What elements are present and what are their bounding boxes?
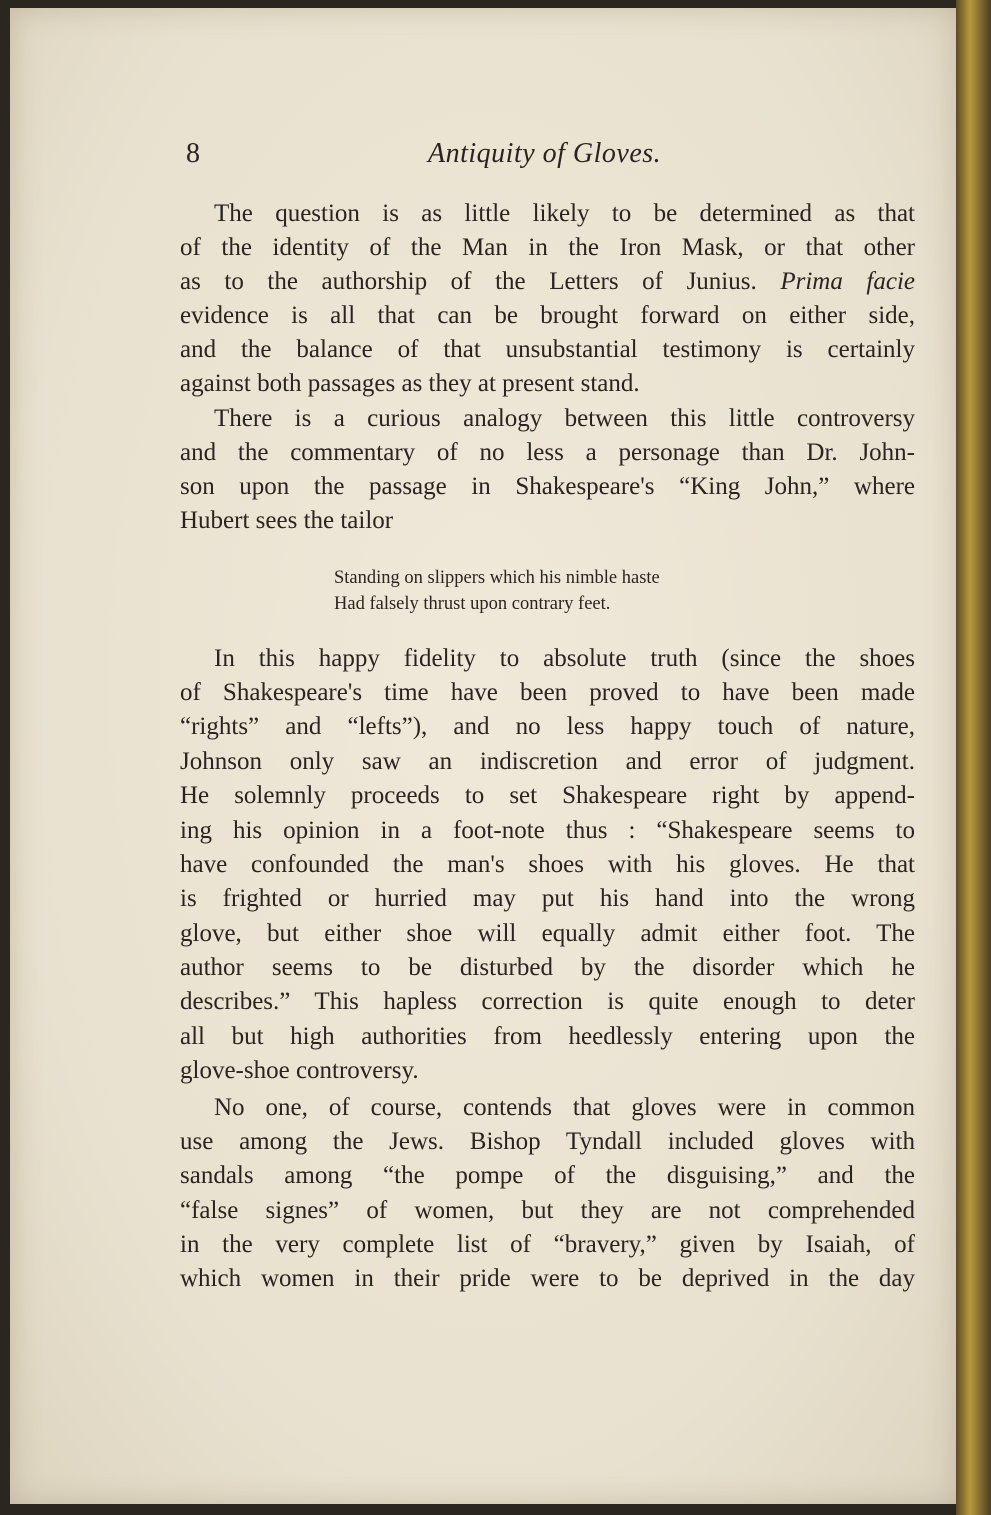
para3-line-12: all but high authorities from heedlessly entering upon the <box>180 1023 915 1050</box>
para3-line-4: Johnson only saw an indiscretion and error of judgment. <box>180 748 915 775</box>
para3-line-3: “rights” and “lefts”), and no less happy touch of nature, <box>180 713 915 740</box>
para4-line-5: in the very complete list of “bravery,” given by Isaiah, of <box>180 1231 915 1258</box>
para1-line-2: of the identity of the Man in the Iron Mask, or that other <box>180 234 915 261</box>
para4-line-1: No one, of course, contends that gloves were in common <box>214 1094 915 1121</box>
para1-line-3 <box>180 266 915 298</box>
para2-line-3: son upon the passage in Shakespeare's “King John,” where <box>180 473 915 500</box>
verse-line-2: Had falsely thrust upon contrary feet. <box>334 594 611 614</box>
para3-line-5: He solemnly proceeds to set Shakespeare right by append- <box>180 782 915 809</box>
para1-line-5: and the balance of that unsubstantial testimony is certainly <box>180 336 915 363</box>
para4-line-2: use among the Jews. Bishop Tyndall included gloves with <box>180 1128 915 1155</box>
page-number: 8 <box>186 138 200 169</box>
para3-line-13: glove-shoe controversy. <box>180 1057 419 1084</box>
para3-line-6: ing his opinion in a foot-note thus : “Shakespeare seems to <box>180 817 915 844</box>
para4-line-3: sandals among “the pompe of the disguising,” and the <box>180 1162 915 1189</box>
para4-line-6: which women in their pride were to be deprived in the day <box>180 1265 915 1292</box>
verse-line-1: Standing on slippers which his nimble haste <box>334 568 660 588</box>
para1-line-1: The question is as little likely to be determined as that <box>214 200 915 227</box>
para1-line-3-text: as to the authorship of the Letters of Junius. <box>180 268 757 295</box>
para3-line-1: In this happy fidelity to absolute truth (since the shoes <box>214 645 915 672</box>
para1-italic-phrase: Prima facie <box>780 268 915 295</box>
para3-line-7: have confounded the man's shoes with his gloves. He that <box>180 851 915 878</box>
para3-line-11: describes.” This hapless correction is quite enough to deter <box>180 988 915 1015</box>
para3-line-2: of Shakespeare's time have been proved to have been made <box>180 679 915 706</box>
para2-line-4: Hubert sees the tailor <box>180 507 394 534</box>
page-header <box>186 138 906 178</box>
para3-line-8: is frighted or hurried may put his hand into the wrong <box>180 885 915 912</box>
para1-line-6: against both passages as they at present stand. <box>180 370 640 397</box>
running-title: Antiquity of Gloves. <box>428 138 662 169</box>
para1-line-4: evidence is all that can be brought forward on either side, <box>180 302 915 329</box>
para2-line-2: and the commentary of no less a personage than Dr. John- <box>180 439 915 466</box>
para3-line-10: author seems to be disturbed by the disorder which he <box>180 954 915 981</box>
para2-line-1: There is a curious analogy between this little controversy <box>214 405 915 432</box>
para4-line-4: “false signes” of women, but they are not comprehended <box>180 1197 915 1224</box>
para3-line-9: glove, but either shoe will equally admit either foot. The <box>180 920 915 947</box>
book-edge <box>956 0 991 1515</box>
